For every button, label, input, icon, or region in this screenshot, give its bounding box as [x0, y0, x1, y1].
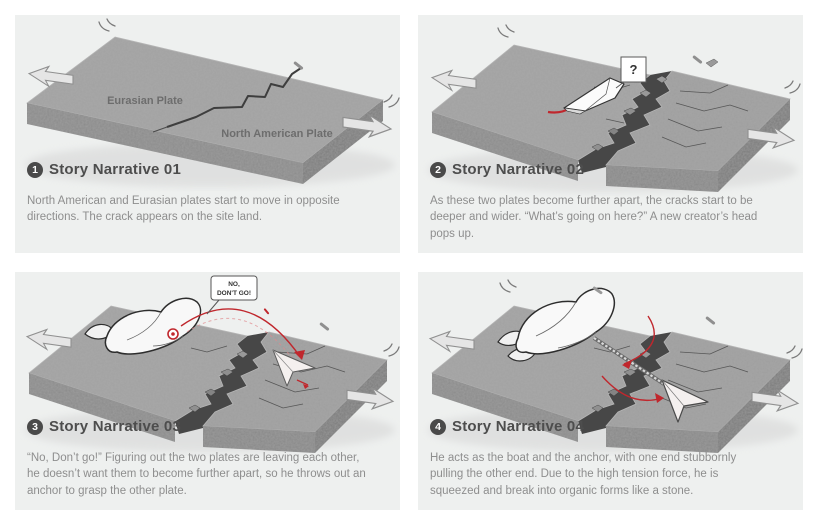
tiny-annotation: [705, 316, 716, 325]
panel-title-row: [430, 418, 584, 435]
panel-title: Story Narrative 02: [452, 161, 585, 178]
speech-bubble: [207, 276, 257, 314]
speech-line-1: NO,: [228, 281, 240, 288]
step-number-badge: 4: [430, 419, 446, 435]
panel-title: Story Narrative 04: [452, 418, 585, 435]
panel-story-01: [15, 15, 400, 253]
panel-story-03: [15, 272, 400, 510]
step-number-badge: 1: [27, 162, 43, 178]
panel-title-row: [430, 161, 584, 178]
speech-line-2: DON'T GO!: [216, 290, 252, 297]
panel-description: North American and Eurasian plates start to move in opposite directions. The crack appears on the site land.: [27, 195, 340, 224]
panel-story-02: [418, 15, 803, 253]
panel-title: Story Narrative 01: [49, 161, 182, 178]
panel-title-row: [27, 418, 181, 435]
red-target-dot: [171, 332, 175, 336]
step-number-badge: 3: [27, 419, 43, 435]
panel-description: He acts as the boat and the anchor, with one end stubbornly pulling the other end. Due to the high tension force, he is squeezed and break into organic forms like a stone.: [430, 452, 737, 497]
label-north-american-plate: North American Plate: [221, 128, 333, 140]
debris: [706, 59, 718, 67]
step-number-badge: 2: [430, 162, 446, 178]
panel-story-04: [418, 272, 803, 510]
panel-title: Story Narrative 03: [49, 418, 182, 435]
shake-marks-icon: [384, 344, 399, 356]
label-eurasian-plate: Eurasian Plate: [107, 95, 183, 107]
panel-title-row: [27, 161, 181, 178]
question-mark: ?: [629, 62, 638, 77]
tiny-annotation: [692, 55, 703, 64]
panel-description: “No, Don’t go!” Figuring out the two plates are leaving each other, he doesn’t want them to become further apart, so he throws out an anchor to grasp the other plate.: [27, 452, 366, 497]
tiny-annotation: [319, 322, 330, 331]
panel-description: As these two plates become further apart, the cracks start to be deeper and wider. “What’s going on here?” A new creator’s head pops up.: [430, 195, 758, 240]
